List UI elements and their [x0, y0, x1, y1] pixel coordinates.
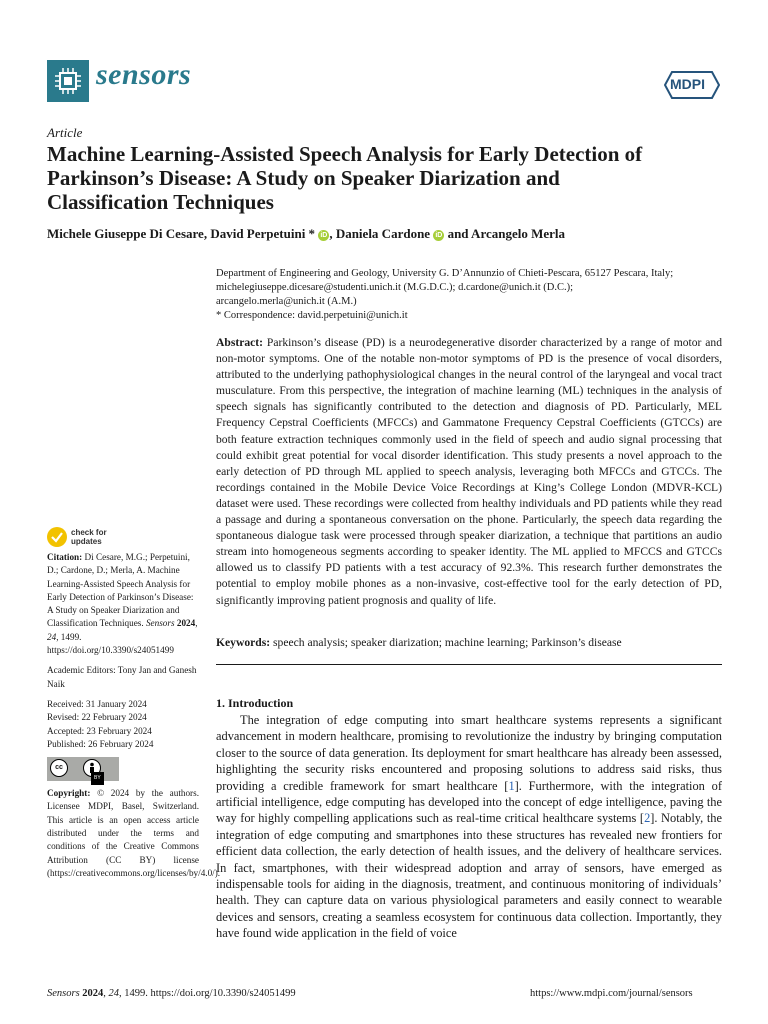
copyright: Copyright: © 2024 by the authors. Licensee MDPI, Basel, Switzerland. This article is an open access article distributed under the terms and conditions of the Creative Commons Attribution (CC BY) license (https://creativecommons.org/licenses/by/4.0/). [47, 788, 221, 878]
chip-icon [47, 60, 89, 102]
article-type: Article [47, 125, 83, 140]
received-date: Received: 31 January 2024 [47, 698, 147, 709]
citation-doi[interactable]: , 1499. https://doi.org/10.3390/s24051499 [47, 631, 174, 656]
check-updates-label: check for updates [71, 528, 107, 546]
section-heading: 1. Introduction [216, 696, 294, 710]
affiliation-emails[interactable]: michelegiuseppe.dicesare@studenti.unich.it (M.G.D.C.); d.cardone@unich.it (D.C.); [216, 282, 573, 293]
reference-link[interactable]: 2 [644, 811, 651, 826]
revised-date: Revised: 22 February 2024 [47, 712, 147, 723]
divider [216, 664, 722, 665]
journal-logo [47, 60, 89, 102]
affiliation-emails[interactable]: arcangelo.merla@unich.it (A.M.) [216, 296, 357, 307]
abstract-text: Parkinson’s disease (PD) is a neurodegenerative disorder characterized by a range of motor and non-motor symptoms. One of the notable non-motor symptoms of PD is the presence of vocal disorders, attributed to the underlying pathophysiological changes in the neural control of the laryngeal and vocal tract musculature. From this perspective, the integration of machine learning (ML) techniques in the analysis of speech signals has significantly contributed to the detection and diagnosis of PD. Particularly, MEL Frequency Cepstral Coefficients (MFCCs) and Gammatone Frequency Cepstral Coefficients (GTCCs) are both feature extraction techniques commonly used in the field of speech and audio signal processing that could exhibit great potential for vocal disorder identification. This study presents a novel approach to the early detection of PD through ML applied to speech analysis, leveraging both MFCCs and GTCCs. The recordings contained in the Mobile Device Voice Recordings at King’s College London (MDVR-KCL) dataset were used. These recordings were collected from healthy individuals and PD patients while they read a passage and during a spontaneous conversation on the phone. Particularly, the speech data regarding the spontaneous dialogue task were processed through speaker diarization, a technique that partitions an audio stream into homogeneous segments according to speaker identity. The ML applied to MFCCS and GTCCs allowed us to classify PD patients with a test accuracy of 92.3%. This research further demonstrates the potential to employ mobile phones as a non-invasive, cost-effective tool for the early detection of PD, significantly improving patient prognosis and quality of life. [216, 336, 722, 607]
keywords-text: speech analysis; speaker diarization; machine learning; Parkinson’s disease [273, 636, 622, 649]
by-label: BY [91, 772, 104, 785]
footer-citation[interactable]: Sensors 2024, 24, 1499. https://doi.org/10.3390/s24051499 [47, 988, 296, 999]
author-2[interactable]: David Perpetuini * [210, 226, 316, 241]
dates [47, 698, 199, 751]
orcid-icon[interactable]: iD [320, 232, 328, 239]
keywords-label: Keywords: [216, 636, 271, 649]
sidebar [47, 551, 221, 887]
accepted-date: Accepted: 23 February 2024 [47, 725, 152, 736]
published-date: Published: 26 February 2024 [47, 738, 154, 749]
cc-icon: cc [50, 759, 68, 777]
publisher-name: MDPI [670, 76, 705, 92]
author-1[interactable]: Michele Giuseppe Di Cesare, [47, 226, 211, 241]
affiliation-line: Department of Engineering and Geology, University G. D’Annunzio of Chieti-Pescara, 65127 Pescara, Italy; [216, 268, 674, 279]
publisher-logo[interactable] [664, 71, 720, 99]
abstract [216, 335, 722, 609]
author-list [47, 226, 565, 242]
check-updates-icon [47, 527, 67, 547]
author-4[interactable]: and Arcangelo Merla [444, 226, 566, 241]
citation: Citation: Di Cesare, M.G.; Perpetuini, D.; Cardone, D.; Merla, A. Machine Learning-Assisted Speech Analysis for Early Detection of Parkinson’s Disease: A Study on Speaker Diarization and Classification Techniques. Sensors 2024, 24, 1499. https://doi.org/10.3390/s24051499 [47, 552, 198, 656]
affiliation [216, 267, 726, 323]
correspondence[interactable]: * Correspondence: david.perpetuini@unich.it [216, 310, 408, 321]
author-3[interactable]: , Daniela Cardone [329, 226, 434, 241]
check-for-updates-button[interactable] [47, 527, 127, 549]
keywords [216, 635, 722, 651]
journal-name: sensors [96, 58, 192, 91]
introduction-text: The integration of edge computing into smart healthcare systems represents a significant advancement in modern healthcare, promising to revolutionize the industry by bringing computation closer to the source of data generation. Its deployment for smart healthcare has already been assessed, highlighting the security risks encountered and proposing solutions to address said risks, thus providing a credible framework for smart healthcare [1]. Furthermore, with the integration of artificial intelligence, edge computing has developed into the concept of edge intelligence, paving the way for highly compelling applications such as real-time critical healthcare systems [2]. Notably, the integration of edge computing and smartphones into these structures has revealed new frontiers for efficient data collection, the early detection of health issues, and the delivery of healthcare services. In fact, smartphones, with their widespread adoption and array of sensors, have emerged as indispensable tools for aiding in the diagnosis, treatment, and continuous monitoring of individuals’ health. They can capture data on various physiological parameters and easily connect to wearable devices and sensors, creating a seamless ecosystem for continuous data collection. Importantly, they have found wide application in the field of voice [216, 713, 722, 941]
footer-journal-url[interactable]: https://www.mdpi.com/journal/sensors [530, 988, 693, 999]
orcid-icon[interactable]: iD [435, 232, 443, 239]
academic-editors: Academic Editors: Tony Jan and Ganesh Naik [47, 665, 197, 689]
reference-link[interactable]: 1 [508, 778, 515, 793]
article-title: Machine Learning-Assisted Speech Analysis for Early Detection of Parkinson’s Disease: A Study on Speaker Diarization and Classification Techniques [47, 142, 643, 214]
abstract-label: Abstract: [216, 336, 264, 349]
cc-license-badge[interactable] [47, 757, 119, 781]
